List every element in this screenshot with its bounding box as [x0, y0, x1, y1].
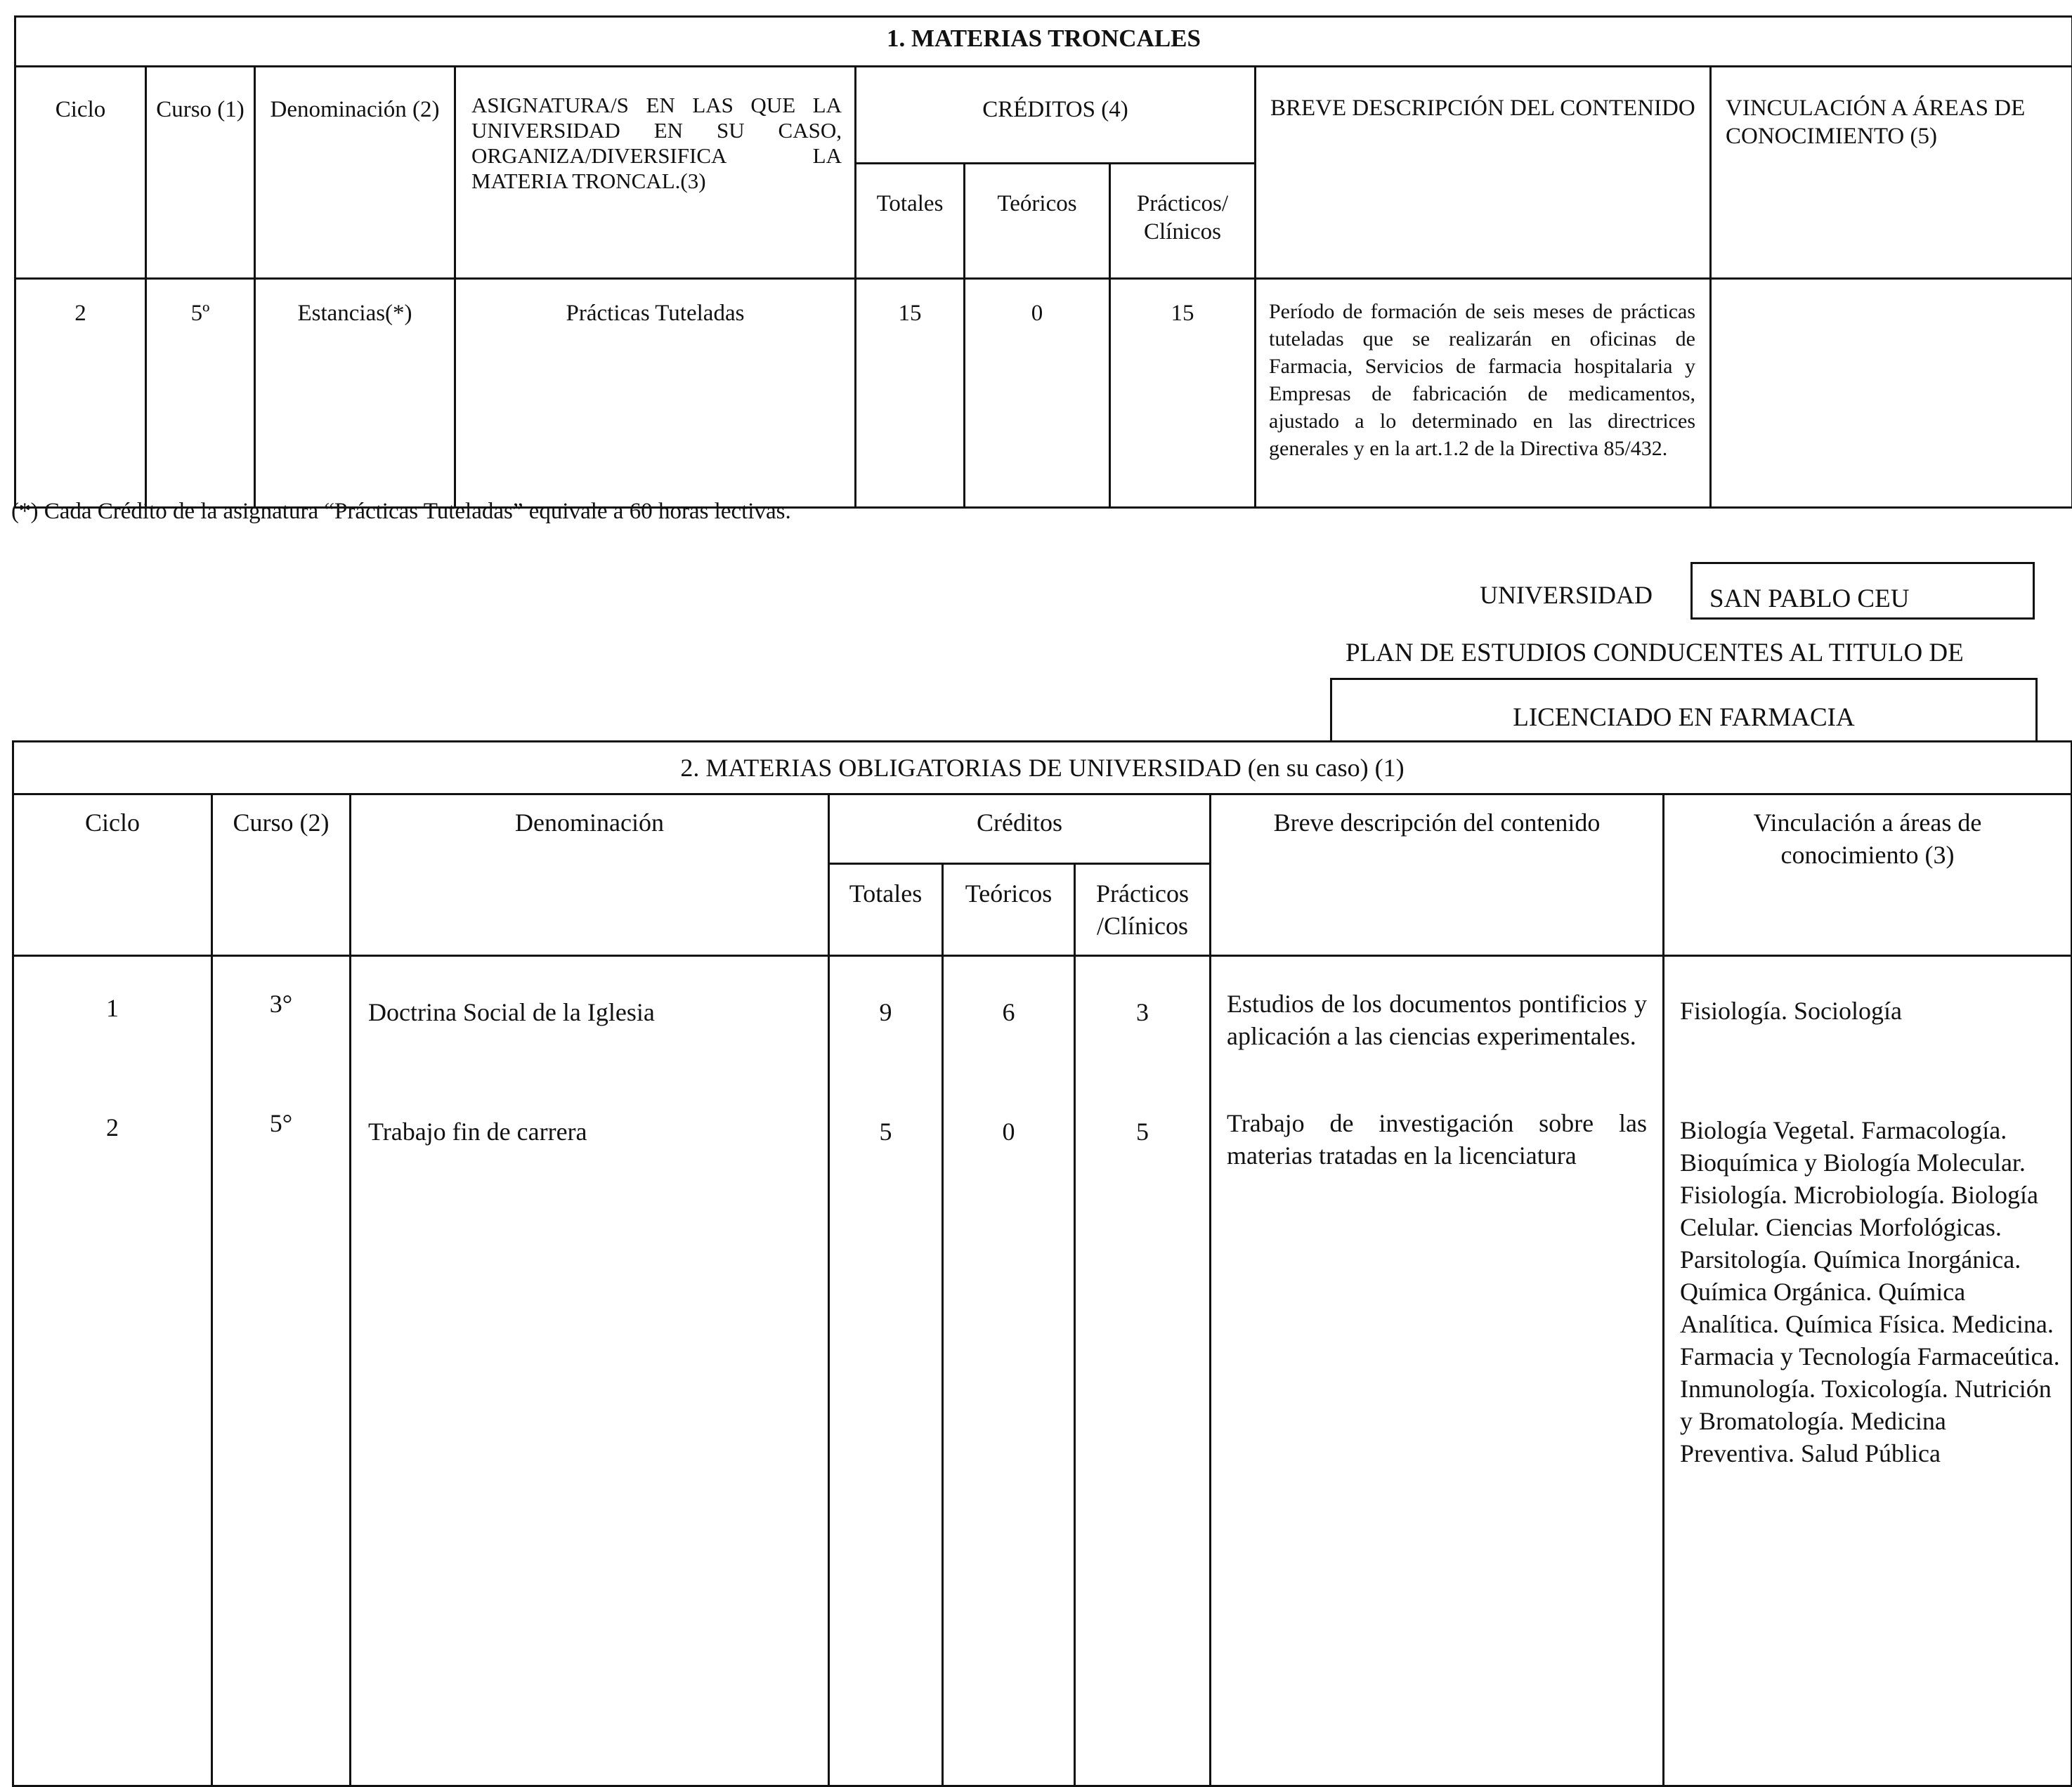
- titulo-value: LICENCIADO EN FARMACIA: [1330, 678, 2038, 741]
- header-totales: Totales: [829, 864, 943, 956]
- header-curso: Curso (1): [146, 67, 255, 279]
- cell-denominacion: Trabajo fin de carrera: [368, 1115, 828, 1148]
- cell-ciclo: 1: [14, 992, 211, 1111]
- col-ciclo: [13, 956, 212, 1786]
- cell-descripcion: Trabajo de investigación sobre las materias tratadas en la licenciatura: [1227, 1107, 1647, 1172]
- table-row: [15, 279, 2072, 508]
- header-denominacion: Denominación (2): [255, 67, 455, 279]
- universidad-label: UNIVERSIDAD: [1480, 580, 1653, 610]
- footnote: (*) Cada Crédito de la asignatura “Prácticas Tuteladas” equivale a 60 horas lectivas.: [11, 499, 791, 525]
- col-curso: [212, 956, 351, 1786]
- cell-ciclo: 2: [15, 279, 146, 508]
- cell-denominacion: Doctrina Social de la Iglesia: [368, 992, 828, 1115]
- materias-obligatorias-table: [12, 740, 2072, 1787]
- table-body: [13, 956, 2072, 1786]
- cell-vinculacion: [1711, 279, 2072, 508]
- header-creditos: CRÉDITOS (4): [856, 67, 1256, 164]
- header-breve-descripcion: Breve descripción del contenido: [1211, 794, 1664, 956]
- col-teoricos: [943, 956, 1075, 1786]
- header-breve-descripcion: BREVE DESCRIPCIÓN DEL CONTENIDO: [1256, 67, 1711, 279]
- col-denominacion: [351, 956, 829, 1786]
- obligatorias-title: 2. MATERIAS OBLIGATORIAS DE UNIVERSIDAD (en su caso) (1): [13, 742, 2072, 794]
- header-practicos: Prácticos/ Clínicos: [1110, 164, 1256, 279]
- cell-totales: 5: [830, 1115, 941, 1148]
- cell-curso: 5º: [146, 279, 255, 508]
- header-vinculacion: Vinculación a áreas de conocimiento (3): [1664, 794, 2072, 956]
- cell-curso: 5°: [213, 1107, 349, 1139]
- header-asignatura-text: ASIGNATURA/S EN LAS QUE LA UNIVERSIDAD EN SU CASO, ORGANIZA/DIVERSIFICA LA: [471, 93, 842, 168]
- cell-teoricos: 0: [965, 279, 1110, 508]
- cell-asignatura: Prácticas Tuteladas: [455, 279, 856, 508]
- header-denominacion: Denominación: [351, 794, 829, 956]
- cell-teoricos: 0: [944, 1115, 1074, 1148]
- header-totales: Totales: [856, 164, 965, 279]
- cell-descripcion: Período de formación de seis meses de prácticas tuteladas que se realizarán en oficinas de Farmacia, Servicios de farmacia hospitalaria y Empresas de fabricación de medicamentos, ajustado a lo determinado en las directrices generales y en la art.1.2 de la Directiva 85/432.: [1256, 279, 1711, 508]
- cell-totales: 15: [856, 279, 965, 508]
- header-vinculacion: VINCULACIÓN A ÁREAS DE CONOCIMIENTO (5): [1711, 67, 2072, 279]
- header-asignatura: [455, 67, 856, 279]
- cell-denominacion: Estancias(*): [255, 279, 455, 508]
- cell-practicos: 3: [1076, 992, 1209, 1115]
- header-practicos: Prácticos /Clínicos: [1075, 864, 1211, 956]
- plan-label: PLAN DE ESTUDIOS CONDUCENTES AL TITULO DE: [1346, 638, 1964, 668]
- header-teoricos: Teóricos: [965, 164, 1110, 279]
- universidad-value: SAN PABLO CEU: [1690, 562, 2035, 620]
- cell-vinculacion: Biología Vegetal. Farmacología. Bioquímica y Biología Molecular. Fisiología. Microbiología. Biología Celular. Ciencias Morfológicas. Parsitología. Química Inorgánica. Química Orgánica. Química Analítica. Química Física. Medicina. Farmacia y Tecnología Farmaceútica. Inmunología. Toxicología. Nutrición y Bromatología. Medicina Preventiva. Salud Pública: [1680, 1114, 2064, 1469]
- col-totales: [829, 956, 943, 1786]
- troncales-title: 1. MATERIAS TRONCALES: [15, 17, 2072, 67]
- header-curso: Curso (2): [212, 794, 351, 956]
- materias-troncales-table: [14, 15, 2072, 509]
- col-practicos: [1075, 956, 1211, 1786]
- col-vinculacion: [1664, 956, 2072, 1786]
- header-ciclo: Ciclo: [13, 794, 212, 956]
- cell-vinculacion: Fisiología. Sociología: [1680, 995, 2064, 1114]
- cell-practicos: 5: [1076, 1115, 1209, 1148]
- cell-totales: 9: [830, 992, 941, 1115]
- header-teoricos: Teóricos: [943, 864, 1075, 956]
- cell-ciclo: 2: [14, 1111, 211, 1144]
- cell-descripcion: Estudios de los documentos pontificios y aplicación a las ciencias experimentales.: [1227, 988, 1647, 1107]
- header-ciclo: Ciclo: [15, 67, 146, 279]
- col-descripcion: [1211, 956, 1664, 1786]
- cell-practicos: 15: [1110, 279, 1256, 508]
- header-asignatura-last: MATERIA TRONCAL.(3): [471, 169, 842, 194]
- cell-curso: 3°: [213, 988, 349, 1107]
- header-creditos: Créditos: [829, 794, 1211, 864]
- cell-teoricos: 6: [944, 992, 1074, 1115]
